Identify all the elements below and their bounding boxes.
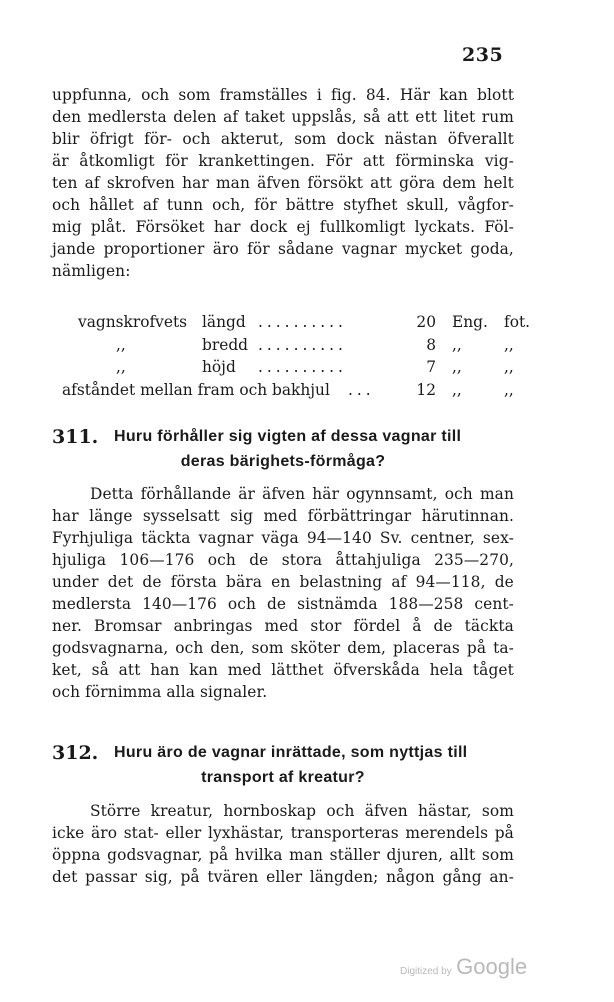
word: och <box>182 130 211 148</box>
word: ner. <box>52 617 82 635</box>
row-unit: ,, <box>452 380 462 399</box>
word: 188—258 <box>388 595 464 613</box>
row-value: 12 <box>416 380 436 399</box>
word: äro <box>90 824 118 842</box>
word: att <box>370 174 393 192</box>
word: sistnämda <box>297 595 378 613</box>
text-line <box>52 593 514 615</box>
row-value: 20 <box>416 313 436 331</box>
word: på <box>209 846 229 864</box>
word: som <box>251 639 284 657</box>
word: öfverskåda <box>333 661 420 679</box>
word: litet <box>443 108 476 126</box>
word: af <box>84 174 100 192</box>
word: med <box>264 617 299 635</box>
word: har <box>52 507 79 525</box>
text-line <box>52 84 514 106</box>
text-line <box>52 505 514 527</box>
section-number: 311. <box>52 426 99 448</box>
text-line: nämligen: <box>52 262 131 280</box>
word: bättre <box>285 196 335 214</box>
word: som <box>178 86 211 104</box>
word: öfrigt <box>89 130 134 148</box>
word: som <box>481 802 514 820</box>
word: så <box>363 108 381 126</box>
word: nästan <box>384 130 438 148</box>
intro-paragraph <box>52 84 514 282</box>
section-question: Huru förhåller sig vigten af dessa vagnar till <box>114 428 462 445</box>
word: vig- <box>484 152 514 170</box>
watermark-prefix: Digitized by <box>400 966 452 977</box>
leader-dots: .......... <box>258 358 347 376</box>
text-line <box>52 637 514 659</box>
word: förbättringar <box>307 507 412 525</box>
row-unit: Eng. <box>452 313 488 331</box>
table-row <box>52 334 522 357</box>
word: första <box>170 573 217 591</box>
word: tunn <box>166 196 204 214</box>
word: tvären <box>207 868 259 886</box>
word: 84. <box>365 86 391 104</box>
word: tåget <box>472 661 514 679</box>
word: för <box>165 152 188 170</box>
word: lyckats. <box>414 218 476 236</box>
row-unit: ,, <box>452 358 462 376</box>
word: sköter <box>290 639 341 657</box>
word: Här <box>399 86 431 104</box>
word: bära <box>226 573 262 591</box>
section-question-cont: transport af kreatur? <box>201 769 365 786</box>
word: medlersta <box>87 108 167 126</box>
word: belastning <box>299 573 383 591</box>
word: dem <box>442 174 477 192</box>
word: allt <box>449 846 476 864</box>
text-line <box>52 128 514 150</box>
word: på <box>466 639 487 657</box>
section-question: Huru äro de vagnar inrättade, som nyttjas till <box>114 744 468 761</box>
word: blott <box>477 86 514 104</box>
word: fig. <box>330 86 357 104</box>
word: det <box>107 573 134 591</box>
text-line <box>52 216 514 238</box>
word: styfhet <box>343 196 398 214</box>
word: längden; <box>309 868 379 886</box>
word: rum <box>481 108 514 126</box>
word: göra <box>399 174 436 192</box>
word: 94—118, <box>415 573 486 591</box>
word: godsvagnarna, <box>52 639 169 657</box>
text-line <box>52 866 514 888</box>
word: 235—270, <box>434 551 514 569</box>
word: hållet <box>89 196 134 214</box>
word: transporteras <box>290 824 399 842</box>
word: äfven <box>364 802 408 820</box>
word: härutinnan. <box>421 507 514 525</box>
word: passar <box>85 868 138 886</box>
text-line <box>52 571 514 593</box>
text-line <box>52 527 514 549</box>
word: åttahjuliga <box>335 551 421 569</box>
section-311-paragraph <box>52 483 514 703</box>
row-label: afståndet mellan fram och bakhjul <box>62 380 330 399</box>
word: 94—140 <box>306 529 372 547</box>
section-312-paragraph <box>52 800 514 888</box>
word: förhållande <box>140 485 232 503</box>
word: plåt. <box>90 218 127 236</box>
word: ket, <box>52 661 82 679</box>
word: blir <box>52 130 80 148</box>
word: och <box>207 551 236 569</box>
word: äro <box>212 240 239 258</box>
word: han <box>150 661 180 679</box>
word: fullkomligt <box>319 218 406 236</box>
word: ej <box>296 218 311 236</box>
word: dock <box>249 218 288 236</box>
text-line <box>52 549 514 571</box>
word: jande <box>52 240 96 258</box>
word: hästar, <box>418 802 472 820</box>
word: ten <box>52 174 78 192</box>
word: under <box>52 573 99 591</box>
word: gång <box>442 868 482 886</box>
word: i <box>316 86 322 104</box>
text-line <box>52 194 514 216</box>
word: kan <box>189 661 218 679</box>
word: sådane <box>277 240 334 258</box>
text-line: och förnimma alla signaler. <box>52 683 268 701</box>
word: helt <box>483 174 514 192</box>
row-unit2: ,, <box>504 380 514 399</box>
word: de <box>266 595 287 613</box>
word: så <box>91 661 109 679</box>
word: att <box>118 661 141 679</box>
word: hela <box>429 661 464 679</box>
proportions-table <box>52 311 531 401</box>
word: länge <box>89 507 133 525</box>
word: vagnar <box>198 529 254 547</box>
word: med <box>227 661 262 679</box>
word: äfven <box>257 174 301 192</box>
word: 140—176 <box>142 595 217 613</box>
word: den, <box>210 639 245 657</box>
word: de <box>142 573 162 591</box>
word: kreatur, <box>150 802 214 820</box>
word: stora <box>281 551 323 569</box>
word: placeras <box>393 639 460 657</box>
word: man <box>289 846 324 864</box>
word: som <box>294 130 327 148</box>
word: för <box>254 196 277 214</box>
word: man <box>479 485 514 503</box>
word: täckta <box>141 529 191 547</box>
row-dimension: bredd <box>202 335 249 354</box>
word: framställes <box>219 86 308 104</box>
text-line <box>52 172 514 194</box>
page-number: 235 <box>462 44 504 66</box>
section-number: 312. <box>52 742 99 764</box>
word: akterut, <box>220 130 284 148</box>
text-line <box>52 800 514 822</box>
word: och <box>52 196 81 214</box>
word: eller <box>266 868 303 886</box>
word: djuren, <box>386 846 444 864</box>
text-line <box>52 615 514 637</box>
word: sex- <box>482 529 514 547</box>
word: icke <box>52 824 85 842</box>
leader-dots: ... <box>348 380 375 399</box>
word: åtkomligt <box>79 152 155 170</box>
word: skull, <box>406 196 450 214</box>
word: man <box>215 174 250 192</box>
word: det <box>52 868 78 886</box>
word: goda, <box>470 240 514 258</box>
word: centner, <box>410 529 475 547</box>
word: mig <box>52 218 82 236</box>
word: Fyrhjuliga <box>52 529 134 547</box>
word: försökt <box>307 174 364 192</box>
text-line <box>52 150 514 172</box>
word: Försöket <box>135 218 205 236</box>
row-label: ,, <box>116 358 126 376</box>
word: att <box>386 108 409 126</box>
word: har <box>213 218 241 236</box>
word: de <box>249 551 269 569</box>
word: dock <box>336 130 375 148</box>
word: skrofven <box>106 174 175 192</box>
word: proportioner <box>103 240 205 258</box>
text-line <box>52 659 514 681</box>
word: godsvagnar, <box>107 846 203 864</box>
word: å <box>412 617 422 635</box>
word: och <box>227 595 256 613</box>
word: någon <box>386 868 435 886</box>
table-row <box>52 311 531 334</box>
word: lyxhästar, <box>207 824 285 842</box>
word: här <box>312 485 340 503</box>
word: fördel <box>353 617 401 635</box>
table-row <box>52 379 522 402</box>
word: hornboskap <box>223 802 317 820</box>
word: de <box>433 617 453 635</box>
text-line <box>52 106 514 128</box>
word: krankettingen. <box>198 152 315 170</box>
word: och <box>175 639 204 657</box>
word: hvilka <box>234 846 283 864</box>
word: taket <box>244 108 286 126</box>
word: sysselsatt <box>142 507 220 525</box>
leader-dots: .......... <box>258 335 347 354</box>
word: och <box>326 802 355 820</box>
word: är <box>238 485 255 503</box>
word: medlersta <box>52 595 132 613</box>
word: öfverallt <box>447 130 514 148</box>
word: 106—176 <box>119 551 195 569</box>
word: med <box>263 507 298 525</box>
word: för <box>247 240 270 258</box>
section-question-cont: deras bärighets-förmåga? <box>180 453 386 470</box>
word: af <box>142 196 158 214</box>
row-dimension: höjd <box>202 358 236 376</box>
google-logo: Google <box>456 954 528 979</box>
word: på <box>180 868 200 886</box>
leader-dots: .......... <box>258 313 347 331</box>
row-unit: ,, <box>452 335 462 354</box>
word: öppna <box>52 846 101 864</box>
row-dimension: längd <box>202 313 246 331</box>
word: dem, <box>347 639 387 657</box>
word: delen <box>173 108 217 126</box>
row-unit2: ,, <box>504 335 514 354</box>
word: mycket <box>404 240 463 258</box>
word: Större <box>90 802 141 820</box>
row-unit2: ,, <box>504 358 514 376</box>
word: väga <box>261 529 299 547</box>
word: ogynnsamt, <box>346 485 438 503</box>
word: den <box>52 108 82 126</box>
word: som <box>481 846 514 864</box>
word: äfven <box>262 485 306 503</box>
text-line <box>52 238 514 260</box>
word: de <box>494 573 514 591</box>
word: stat- <box>123 824 159 842</box>
word: och <box>141 86 170 104</box>
word: uppfunna, <box>52 86 133 104</box>
row-label: ,, <box>116 335 126 354</box>
word: ett <box>415 108 438 126</box>
word: täckta <box>464 617 514 635</box>
word: Sv. <box>379 529 403 547</box>
word: och <box>444 485 473 503</box>
word: har <box>182 174 209 192</box>
word: lätthet <box>271 661 324 679</box>
word: eller <box>165 824 202 842</box>
word: på <box>494 824 514 842</box>
word: anbringas <box>173 617 253 635</box>
word: sig <box>230 507 254 525</box>
word: en <box>271 573 291 591</box>
text-line <box>52 822 514 844</box>
word: och, <box>212 196 246 214</box>
row-label: vagnskrofvets <box>78 313 188 331</box>
word: cent- <box>474 595 514 613</box>
word: För <box>325 152 353 170</box>
word: förminska <box>395 152 475 170</box>
word: af <box>391 573 407 591</box>
word: uppslås, <box>291 108 357 126</box>
word: är <box>52 152 69 170</box>
word: an- <box>489 868 514 886</box>
word: af <box>223 108 239 126</box>
word: ställer <box>329 846 380 864</box>
text-line <box>52 844 514 866</box>
row-value: 8 <box>426 335 436 354</box>
word: vagnar <box>341 240 397 258</box>
text-line <box>52 483 514 505</box>
word: stor <box>310 617 342 635</box>
word: kan <box>439 86 468 104</box>
word: Detta <box>90 485 134 503</box>
word: Bromsar <box>93 617 162 635</box>
word: Föl- <box>484 218 514 236</box>
word: hjuliga <box>52 551 107 569</box>
row-unit2: fot. <box>504 313 531 331</box>
word: merendels <box>405 824 489 842</box>
word: sig, <box>144 868 173 886</box>
word: vågfor- <box>457 196 514 214</box>
digitized-watermark <box>400 954 527 980</box>
word: ta- <box>493 639 514 657</box>
table-row <box>52 356 522 379</box>
word: att <box>362 152 385 170</box>
word: för- <box>144 130 173 148</box>
row-value: 7 <box>426 358 436 376</box>
